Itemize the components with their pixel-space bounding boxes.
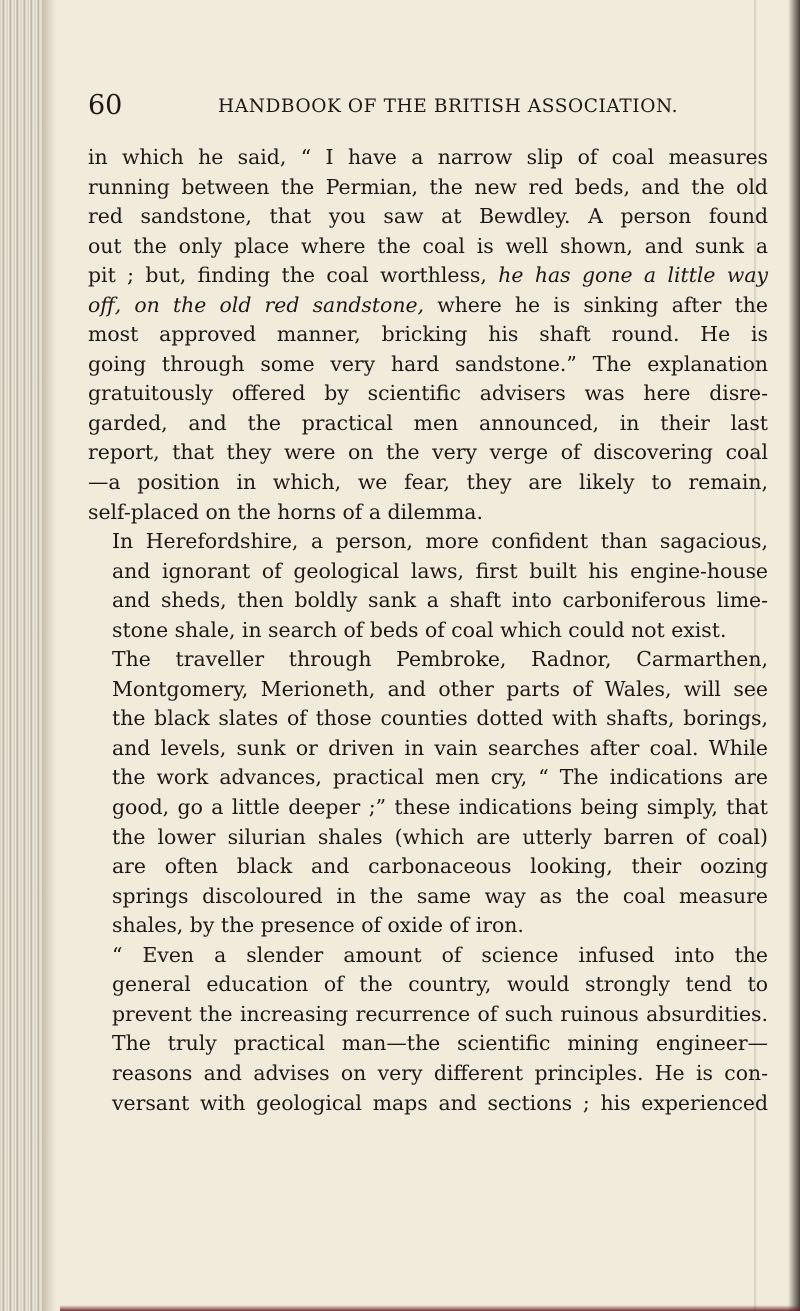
italic-phrase: off, on the old red sandstone, [88, 292, 425, 317]
text-line: are often black and carbonaceous looking, their oozing [112, 854, 768, 879]
text-line: The traveller through Pembroke, Radnor, Carmarthen, [112, 647, 768, 672]
text-line: running between the Permian, the new red beds, and the old [88, 174, 768, 199]
text-line: springs discoloured in the same way as the coal measure [112, 883, 768, 908]
text-line: and sheds, then boldly sank a shaft into carboniferous lime- [112, 588, 768, 613]
page-bottom-edge [60, 1305, 800, 1311]
text-line: —a position in which, we fear, they are likely to remain, [88, 470, 768, 495]
text-line: good, go a little deeper ;” these indications being simply, that [112, 795, 768, 820]
text-line: The truly practical man—the scientific mining engineer— [112, 1031, 768, 1056]
text-line: versant with geological maps and sections ; his experienced [112, 1090, 768, 1115]
text-line: report, that they were on the very verge of discovering coal [88, 440, 768, 465]
text-line-mixed [88, 261, 768, 291]
text-line: most approved manner, bricking his shaft round. He is [88, 322, 768, 347]
text-line: “ Even a slender amount of science infused into the [112, 942, 768, 967]
gutter-shadow [42, 0, 56, 1311]
text-line: the work advances, practical men cry, “ The indications are [112, 765, 768, 790]
text-line: stone shale, in search of beds of coal which could not exist. [112, 617, 727, 642]
page-number: 60 [88, 90, 123, 121]
text-line: red sandstone, that you saw at Bewdley. A person found [88, 204, 768, 229]
text-line: general education of the country, would strongly tend to [112, 972, 768, 997]
text-line-mixed [88, 291, 768, 321]
text-line: in which he said, “ I have a narrow slip of coal measures [88, 145, 768, 169]
page-header [88, 90, 768, 124]
paragraph-1 [88, 143, 768, 527]
text-line: reasons and advises on very different principles. He is con- [112, 1060, 768, 1085]
text-line: gratuitously offered by scientific advisers was here disre- [88, 381, 768, 406]
text-line: prevent the increasing recurrence of such ruinous absurdities. [112, 1001, 768, 1026]
text-line: the black slates of those counties dotted with shafts, borings, [112, 706, 768, 731]
italic-phrase: he has gone a little way [498, 263, 769, 288]
text-line: Montgomery, Merioneth, and other parts of Wales, will see [112, 676, 768, 701]
text-line: going through some very hard sandstone.” The explanation [88, 351, 768, 376]
paragraph-3 [88, 645, 768, 940]
text-line: out the only place where the coal is well shown, and sunk a [88, 233, 768, 258]
running-head: HANDBOOK OF THE BRITISH ASSOCIATION. [218, 96, 679, 117]
paragraph-2 [88, 527, 768, 645]
text-line: and levels, sunk or driven in vain searches after coal. While [112, 735, 768, 760]
text-line: and ignorant of geological laws, first built his engine-house [112, 558, 768, 583]
text-segment: where he is sinking after the [424, 292, 768, 317]
body-text [88, 143, 768, 1118]
paragraph-4 [88, 941, 768, 1118]
text-line: the lower silurian shales (which are utterly barren of coal) [112, 824, 768, 849]
book-spine-gutter [0, 0, 42, 1311]
text-line: shales, by the presence of oxide of iron. [112, 913, 524, 938]
page-right-edge [788, 0, 800, 1311]
text-segment: pit ; but, finding the coal worthless, [88, 263, 487, 288]
text-line: self-placed on the horns of a dilemma. [88, 499, 483, 524]
text-line: In Herefordshire, a person, more confident than sagacious, [112, 529, 768, 554]
text-line: garded, and the practical men announced, in their last [88, 410, 768, 435]
